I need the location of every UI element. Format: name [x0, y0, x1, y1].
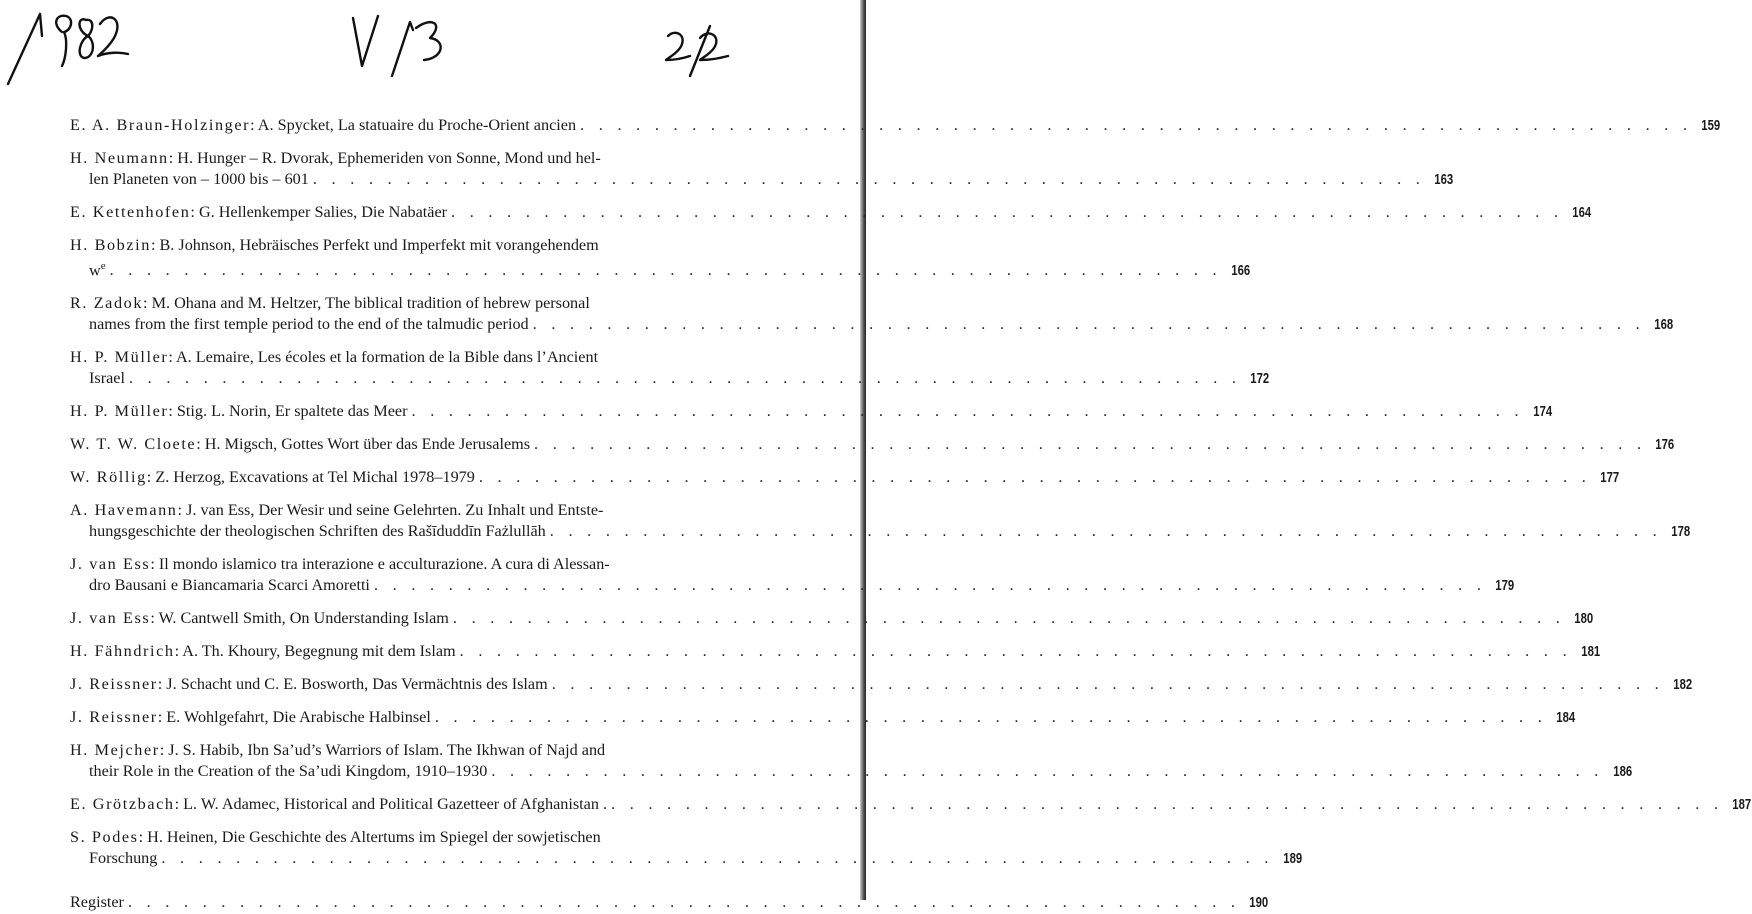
leader-dots: . . . . . . . . . . . . . . . . . . . . . . . . . . . . . . . . . . . . . . . . . . . . . . . . . . . . . . . . . . . . — [580, 116, 1693, 134]
entry-title: Stig. L. Norin, Er spaltete das Meer — [172, 402, 408, 421]
toc-entry — [70, 674, 1693, 696]
entry-spacer — [70, 456, 856, 467]
toc-entry — [70, 401, 1552, 423]
leader-dots: . . . . . . . . . . . . . . . . . . . . . . . . . . . . . . . . . . . . . . . . . . . . . . . . . . . . . . . . . . . . — [611, 795, 1724, 814]
entry-text — [70, 202, 447, 223]
leader-dots: . . . . . . . . . . . . . . . . . . . . . . . . . . . . . . . . . . . . . . . . . . . . . . . . . . . . . . . . . . . . — [452, 609, 1566, 628]
entry-author: J. Reissner — [70, 708, 158, 727]
page-number: 181 — [1581, 644, 1601, 661]
author-colon: : — [143, 294, 148, 313]
entry-text — [70, 674, 548, 695]
handwriting-part — [666, 33, 690, 60]
entry-spacer — [70, 597, 856, 608]
toc-entry-line — [70, 608, 1594, 630]
entry-title: H. Heinen, Die Geschichte des Altertums im Spiegel der sowjetischen — [143, 828, 601, 847]
leader-dots: . . . . . . . . . . . . . . . . . . . . . . . . . . . . . . . . . . . . . . . . . . . . . . . . . . . . . . . . . . . . — [434, 708, 1548, 727]
entry-text — [70, 827, 601, 848]
page-number: 174 — [1533, 404, 1552, 421]
entry-text — [70, 148, 601, 169]
toc-entry — [70, 148, 1454, 191]
page-number: 190 — [1249, 895, 1269, 912]
entry-text — [70, 115, 576, 136]
leader-dots: . . . . . . . . . . . . . . . . . . . . . . . . . . . . . . . . . . . . . . . . . . . . . . . . . . . . . . . . . . . . — [459, 642, 1572, 661]
page-number: 176 — [1655, 437, 1675, 454]
entry-spacer — [70, 191, 856, 202]
toc-entry — [70, 235, 1251, 282]
toc-entry — [70, 202, 1592, 224]
entry-text — [70, 740, 605, 761]
entry-spacer — [70, 390, 856, 401]
handwriting-year — [8, 14, 42, 84]
author-colon: : — [250, 116, 255, 134]
author-colon: : — [174, 795, 180, 814]
author-colon: : — [150, 609, 155, 628]
entry-text — [89, 575, 370, 596]
entry-author: H. Mejcher — [70, 741, 160, 760]
author-colon: : — [168, 149, 174, 167]
entry-title: J. S. Habib, Ibn Sa’ud’s Warriors of Islam. The Ikhwan of Najd and — [164, 741, 606, 760]
entry-spacer — [70, 816, 856, 827]
author-colon: : — [168, 402, 173, 421]
page-number: 186 — [1612, 764, 1632, 781]
entry-spacer — [70, 137, 856, 148]
author-colon: : — [168, 348, 173, 367]
toc-entry-line — [70, 707, 1576, 729]
entry-title: E. Wohlgefahrt, Die Arabische Halbinsel — [162, 708, 431, 727]
register-entry — [70, 892, 1269, 914]
page-number: 178 — [1671, 524, 1691, 541]
entry-title: H. Hunger – R. Dvorak, Ephemeriden von Sonne, Mond und hel- — [173, 149, 601, 167]
toc-entry-line — [70, 169, 1454, 191]
toc-entry — [70, 608, 1594, 630]
entry-author: W. Röllig — [70, 468, 147, 487]
toc-entry — [70, 554, 1515, 597]
page-number: 184 — [1556, 710, 1576, 727]
toc-entry — [70, 347, 1270, 390]
page-number: 163 — [1434, 172, 1454, 188]
entry-author: A. Havemann — [70, 501, 178, 520]
entry-title: Israel — [89, 369, 125, 388]
page-number: 166 — [1231, 263, 1251, 280]
toc-entry — [70, 293, 1674, 336]
leader-dots: . . . . . . . . . . . . . . . . . . . . . . . . . . . . . . . . . . . . . . . . . . . . . . . . . . . . . . . . . . . . — [532, 315, 1645, 334]
entry-author: J. van Ess — [70, 555, 151, 574]
entry-title: A. Lemaire, Les écoles et la formation de la Bible dans l’Ancient — [172, 348, 599, 367]
toc-entry-line — [70, 575, 1515, 597]
entry-spacer — [70, 423, 856, 434]
entry-text — [70, 347, 598, 368]
toc-entry-line — [70, 521, 1691, 543]
entry-text — [70, 500, 603, 521]
toc-entry-line — [70, 401, 1552, 423]
toc-entry-line — [70, 202, 1592, 224]
author-colon: : — [138, 828, 144, 847]
author-colon: : — [146, 468, 152, 487]
toc-entry-line — [70, 761, 1632, 783]
page-number: 168 — [1654, 317, 1674, 334]
toc-entry — [70, 794, 1752, 816]
entry-spacer — [70, 543, 856, 554]
entry-author: R. Zadok — [70, 294, 144, 313]
author-colon: : — [150, 236, 156, 254]
entry-text — [70, 434, 530, 455]
entry-author: H. Fähndrich — [70, 642, 175, 661]
handwriting-volume — [353, 16, 378, 66]
entry-author: W. T. W. Cloete — [70, 435, 197, 454]
entry-title: A. Spycket, La statuaire du Proche-Orient ancien — [254, 116, 577, 134]
entry-spacer — [70, 870, 856, 881]
leader-dots: . . . . . . . . . . . . . . . . . . . . . . . . . . . . . . . . . . . . . . . . . . . . . . . . . . . . . . . . . . . . — [128, 369, 1242, 388]
page-number: 180 — [1574, 611, 1594, 628]
entry-title: Forschung — [89, 849, 158, 868]
entry-text — [70, 641, 456, 662]
entry-author: J. van Ess — [70, 609, 151, 628]
entry-author: S. Podes — [70, 828, 139, 847]
entry-spacer — [70, 783, 856, 794]
entry-text — [89, 521, 546, 542]
page-number: 187 — [1732, 797, 1752, 814]
entry-spacer — [70, 282, 856, 293]
entry-title: their Role in the Creation of the Sa’udi Kingdom, 1910–1930 — [89, 762, 488, 781]
entry-spacer — [70, 729, 856, 740]
toc-entry-line — [70, 467, 1620, 489]
toc-entry-line — [70, 314, 1674, 336]
toc-entry-line — [70, 148, 856, 169]
toc-entry-line — [70, 740, 856, 761]
entry-spacer — [70, 489, 856, 500]
entry-spacer — [70, 336, 856, 347]
entry-author: H. P. Müller — [70, 348, 169, 367]
entry-text — [70, 293, 590, 314]
leader-dots: . . . . . . . . . . . . . . . . . . . . . . . . . . . . . . . . . . . . . . . . . . . . . . . . . . . . . . . . . . . . — [491, 762, 1604, 781]
entry-title: H. Migsch, Gottes Wort über das Ende Jerusalems — [200, 435, 531, 454]
entry-title: Z. Herzog, Excavations at Tel Michal 1978–1979 — [151, 468, 475, 487]
entry-title: W. Cantwell Smith, On Understanding Islam — [154, 609, 449, 628]
toc-entry-line — [70, 293, 856, 314]
author-colon: : — [174, 642, 180, 661]
register-label: Register — [70, 893, 124, 912]
entry-title: w — [89, 261, 101, 280]
page-number: 177 — [1600, 470, 1620, 487]
toc-entry-line — [70, 554, 856, 575]
entry-text — [70, 554, 610, 575]
page-number: 164 — [1572, 205, 1592, 221]
toc-entry-line — [70, 848, 1302, 870]
toc-entry — [70, 467, 1620, 489]
entry-title: names from the first temple period to the end of the talmudic period — [89, 315, 529, 334]
author-colon: : — [196, 435, 201, 454]
entry-author: J. Reissner — [70, 675, 158, 694]
leader-dots: . . . . . . . . . . . . . . . . . . . . . . . . . . . . . . . . . . . . . . . . . . . . . . . . . . . . . . . . . . . . — [109, 261, 1222, 280]
entry-superscript: e — [100, 260, 106, 272]
entry-spacer — [70, 224, 856, 235]
entry-author: H. P. Müller — [70, 402, 169, 421]
author-colon: : — [150, 555, 155, 574]
toc-entry-line — [70, 641, 1601, 663]
entry-author: E. A. Braun-Holzinger — [70, 116, 251, 134]
entry-title: M. Ohana and M. Heltzer, The biblical tradition of hebrew personal — [147, 294, 590, 313]
entry-spacer — [70, 630, 856, 641]
toc-entry — [70, 707, 1576, 729]
entry-text — [70, 467, 475, 488]
page-number: 189 — [1282, 851, 1302, 868]
entry-title: Il mondo islamico tra interazione e acculturazione. A cura di Alessan- — [154, 555, 610, 574]
entry-spacer — [70, 881, 856, 892]
entry-text — [70, 235, 599, 256]
author-colon: : — [157, 708, 163, 727]
entry-spacer — [70, 696, 856, 707]
entry-text — [89, 368, 125, 389]
toc-entry-line — [70, 827, 856, 848]
leader-dots: . . . . . . . . . . . . . . . . . . . . . . . . . . . . . . . . . . . . . . . . . . . . . . . . . . . . . . . . . . . . — [551, 675, 1664, 694]
entry-text — [70, 608, 449, 629]
toc-entry — [70, 500, 1691, 543]
entry-text — [89, 761, 487, 782]
entry-title: B. Johnson, Hebräisches Perfekt und Imperfekt mit vorangehendem — [155, 236, 599, 254]
entry-text — [89, 169, 309, 190]
entry-title: dro Bausani e Biancamaria Scarci Amoretti — [89, 576, 370, 595]
toc-entry-line — [70, 674, 1693, 696]
page-number: 172 — [1250, 371, 1270, 388]
page-number: 182 — [1673, 677, 1693, 694]
entry-author: E. Grötzbach — [70, 795, 175, 814]
entry-author: H. Bobzin — [70, 236, 151, 254]
toc-entry — [70, 641, 1601, 663]
leader-dots: . . . . . . . . . . . . . . . . . . . . . . . . . . . . . . . . . . . . . . . . . . . . . . . . . . . . . . . . . . . . — [127, 893, 1241, 912]
leader-dots: . . . . . . . . . . . . . . . . . . . . . . . . . . . . . . . . . . . . . . . . . . . . . . . . . . . . . . . . . . . . — [534, 435, 1647, 454]
leader-dots: . . . . . . . . . . . . . . . . . . . . . . . . . . . . . . . . . . . . . . . . . . . . . . . . . . . . . . . . . . . . — [549, 522, 1663, 541]
author-colon: : — [157, 675, 163, 694]
toc-entry — [70, 740, 1632, 783]
entry-text — [89, 314, 529, 335]
entry-author: E. Kettenhofen — [70, 203, 191, 221]
toc-entry-line — [70, 347, 856, 368]
entry-text — [70, 707, 431, 728]
author-colon: : — [159, 741, 165, 760]
leader-dots: . . . . . . . . . . . . . . . . . . . . . . . . . . . . . . . . . . . . . . . . . . . . . . . . . . . . . . . . . . . . — [451, 203, 1564, 221]
leader-dots: . . . . . . . . . . . . . . . . . . . . . . . . . . . . . . . . . . . . . . . . . . . . . . . . . . . . . . . . . . . . — [411, 402, 1524, 421]
register-line — [70, 892, 1269, 914]
entry-author: H. Neumann — [70, 149, 169, 167]
entry-text — [70, 401, 408, 422]
toc-entry — [70, 115, 1721, 137]
entry-title: hungsgeschichte der theologischen Schriften des Rašīduddīn Fażlullāh — [89, 522, 546, 541]
entry-title: len Planeten von – 1000 bis – 601 — [89, 170, 309, 188]
leader-dots: . . . . . . . . . . . . . . . . . . . . . . . . . . . . . . . . . . . . . . . . . . . . . . . . . . . . . . . . . . . . — [312, 170, 1426, 188]
entry-text — [70, 794, 607, 815]
author-colon: : — [177, 501, 183, 520]
entry-text — [89, 256, 106, 281]
entry-title: G. Hellenkemper Salies, Die Nabatäer — [194, 203, 448, 221]
entry-title: L. W. Adamec, Historical and Political Gazetteer of Afghanistan . — [179, 795, 608, 814]
toc-entry-line — [70, 794, 1752, 816]
leader-dots: . . . . . . . . . . . . . . . . . . . . . . . . . . . . . . . . . . . . . . . . . . . . . . . . . . . . . . . . . . . . — [161, 849, 1274, 868]
toc-entry-line — [70, 368, 1270, 390]
toc-entry-line — [70, 434, 1675, 456]
entry-text — [89, 848, 157, 869]
leader-dots: . . . . . . . . . . . . . . . . . . . . . . . . . . . . . . . . . . . . . . . . . . . . . . . . . . . . . . . . . . . . — [478, 468, 1592, 487]
leader-dots: . . . . . . . . . . . . . . . . . . . . . . . . . . . . . . . . . . . . . . . . . . . . . . . . . . . . . . . . . . . . — [373, 576, 1487, 595]
handwritten-annotation — [0, 6, 866, 86]
toc-entry-line — [70, 115, 1721, 137]
table-of-contents — [70, 115, 1752, 914]
page-number: 179 — [1495, 578, 1515, 595]
author-colon: : — [190, 203, 195, 221]
entry-spacer — [70, 663, 856, 674]
toc-entry-line — [70, 500, 856, 521]
entry-title: J. Schacht und C. E. Bosworth, Das Vermächtnis des Islam — [162, 675, 548, 694]
entry-title: J. van Ess, Der Wesir und seine Gelehrten. Zu Inhalt und Entste- — [182, 501, 604, 520]
toc-entry — [70, 434, 1675, 456]
entry-title: A. Th. Khoury, Begegnung mit dem Islam — [179, 642, 456, 661]
toc-entry-line — [70, 235, 856, 256]
page-number: 159 — [1701, 118, 1721, 134]
toc-entry — [70, 827, 1302, 870]
toc-entry-line — [70, 256, 1251, 282]
